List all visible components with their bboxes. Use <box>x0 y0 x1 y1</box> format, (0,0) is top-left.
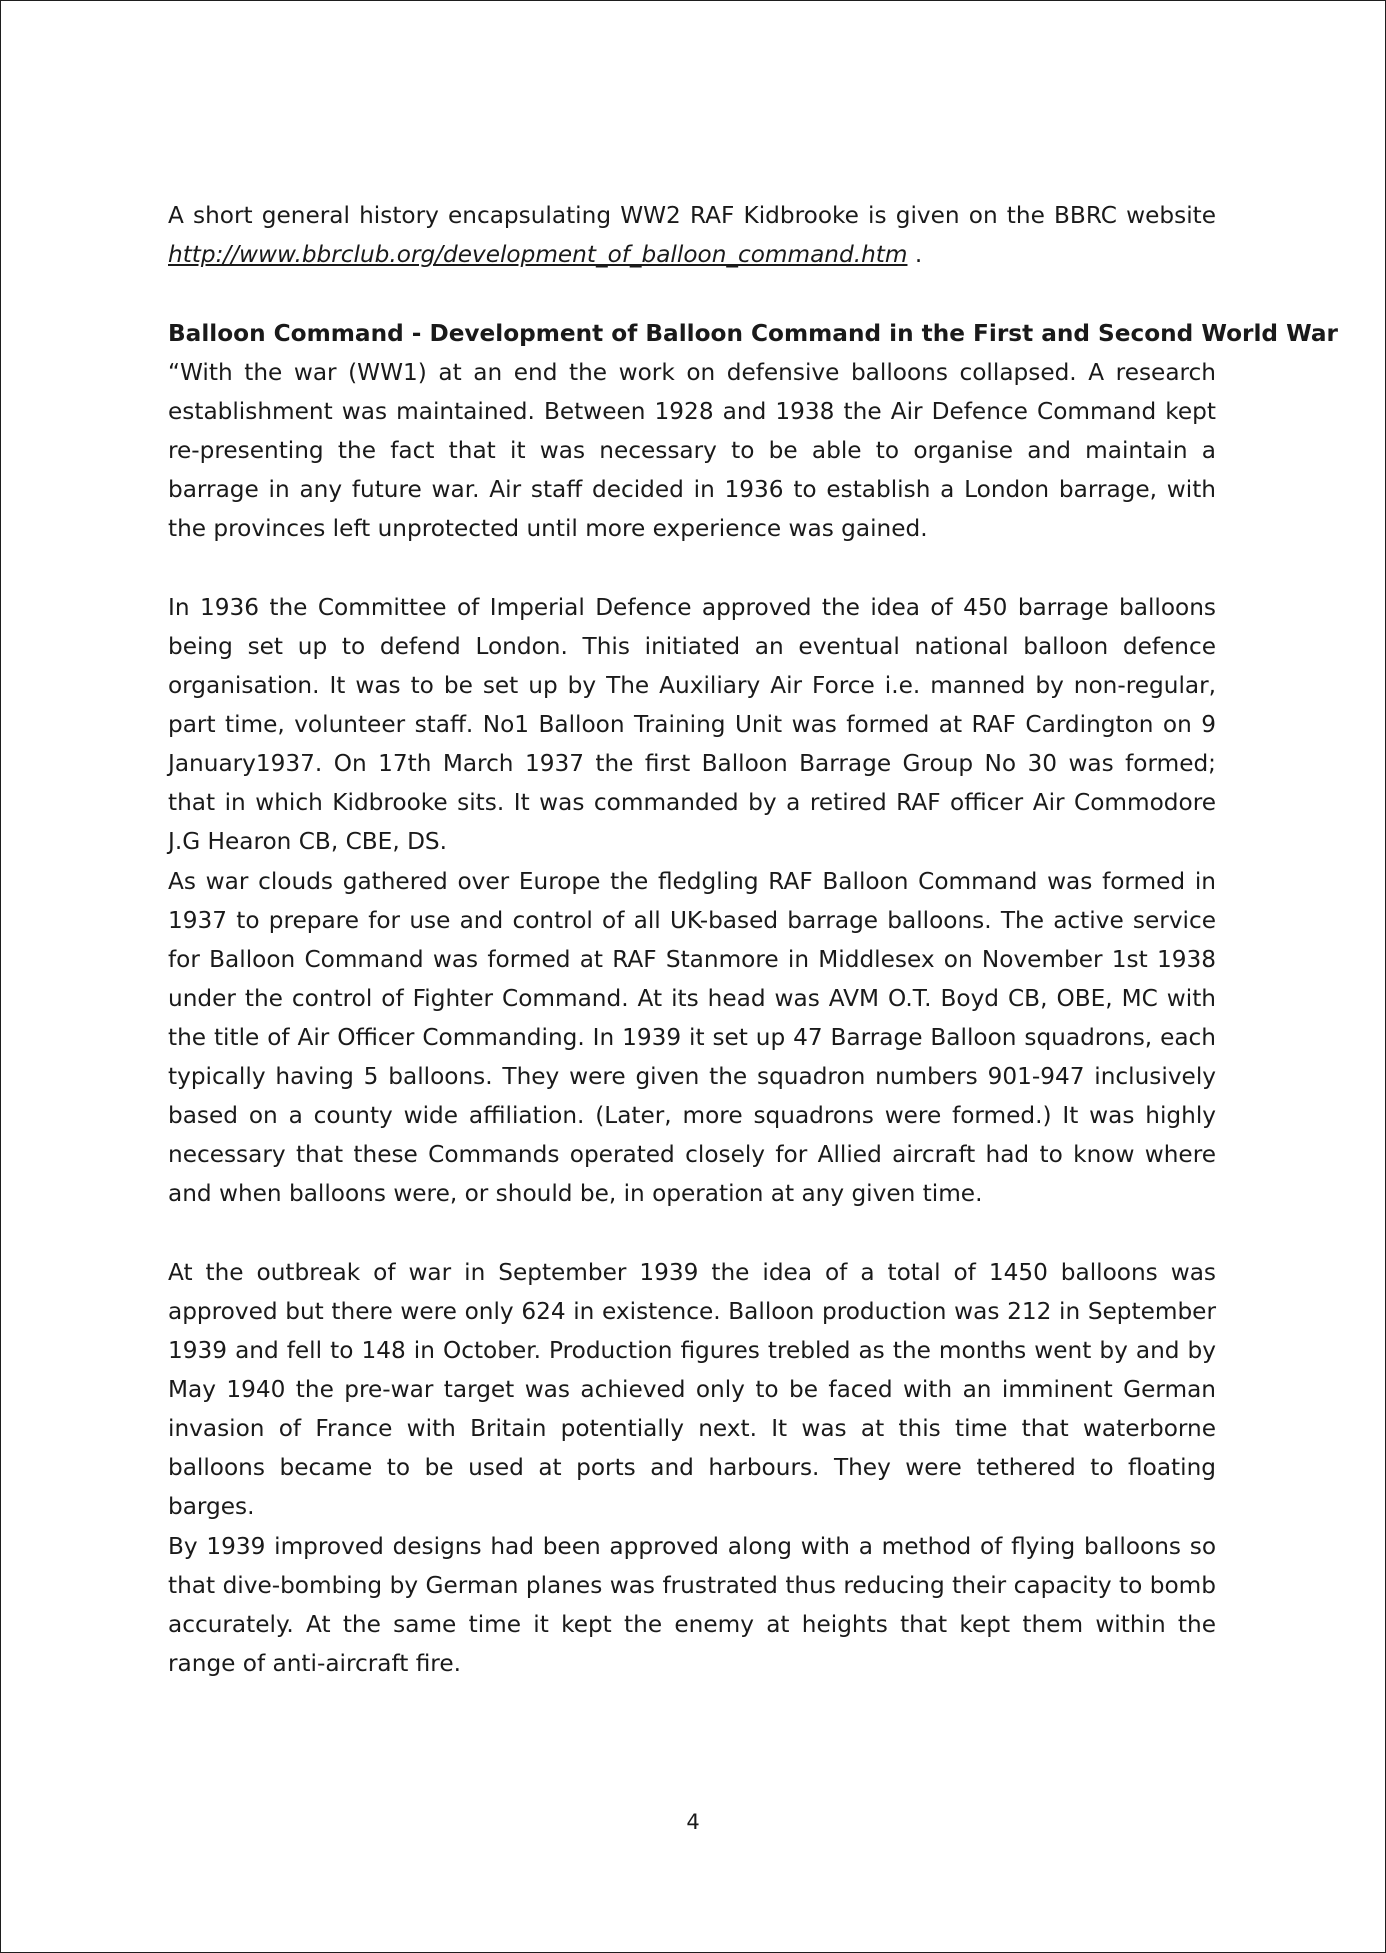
intro-text <box>168 196 1216 274</box>
paragraph-3: As war clouds gathered over Europe the fledgling RAF Balloon Command was formed in 1937 to prepare for use and control of all UK-based barrage balloons. The active service for Balloon Command was formed at RAF Stanmore in Middlesex on November 1st 1938 under the control of Fighter Command. At its head was AVM O.T. Boyd CB, OBE, MC with the title of Air Officer Commanding. In 1939 it set up 47 Barrage Balloon squadrons, each typically having 5 balloons. They were given the squadron numbers 901-947 inclusively based on a county wide affiliation. (Later, more squadrons were formed.) It was highly necessary that these Commands operated closely for Allied aircraft had to know where and when balloons were, or should be, in operation at any given time. <box>168 868 1216 1207</box>
paragraph-4: At the outbreak of war in September 1939 the idea of a total of 1450 balloons was approved but there were only 624 in existence. Balloon production was 212 in September 1939 and fell to 148 in October. Production figures trebled as the months went by and by May 1940 the pre-war target was achieved only to be faced with an imminent German invasion of France with Britain potentially next. It was at this time that waterborne balloons became to be used at ports and harbours. They were tethered to floating barges. <box>168 1259 1216 1520</box>
section-heading-block <box>168 314 1338 353</box>
paragraph-4-block <box>168 1253 1216 1526</box>
paragraph-1: “With the war (WW1) at an end the work on defensive balloons collapsed. A research establishment was maintained. Between 1928 and 1938 the Air Defence Command kept re-presenting the fact that it was necessary to be able to organise and maintain a barrage in any future war. Air staff decided in 1936 to establish a London barrage, with the provinces left unprotected until more experience was gained. <box>168 359 1216 542</box>
paragraph-1-block <box>168 353 1216 548</box>
paragraph-5: By 1939 improved designs had been approved along with a method of flying balloons so that dive-bombing by German planes was frustrated thus reducing their capacity to bomb accurately. At the same time it kept the enemy at heights that kept them within the range of anti-aircraft fire. <box>168 1533 1216 1677</box>
section-heading: Balloon Command - Development of Balloon Command in the First and Second World War <box>168 320 1338 347</box>
paragraph-2-block <box>168 588 1216 861</box>
page-number: 4 <box>686 1810 700 1834</box>
intro-paragraph <box>168 196 1216 274</box>
intro-sentence: A short general history encapsulating WW2 RAF Kidbrooke is given on the BBRC website <box>168 202 1216 229</box>
intro-trailing-period: . <box>907 241 923 268</box>
paragraph-5-block <box>168 1527 1216 1683</box>
bbrc-website-link[interactable]: http://www.bbrclub.org/development_of_balloon_command.htm <box>168 241 908 268</box>
paragraph-3-block <box>168 862 1216 1213</box>
paragraph-2: In 1936 the Committee of Imperial Defence approved the idea of 450 barrage balloons being set up to defend London. This initiated an eventual national balloon defence organisation. It was to be set up by The Auxiliary Air Force i.e. manned by non-regular, part time, volunteer staff. No1 Balloon Training Unit was formed at RAF Cardington on 9 January1937. On 17th March 1937 the first Balloon Barrage Group No 30 was formed; that in which Kidbrooke sits. It was commanded by a retired RAF officer Air Commodore J.G Hearon CB, CBE, DS. <box>168 594 1216 855</box>
